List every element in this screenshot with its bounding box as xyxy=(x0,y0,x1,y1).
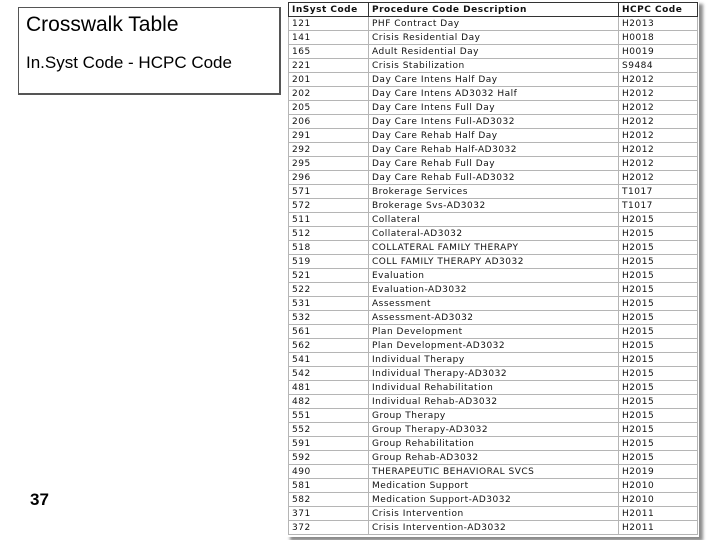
hcpc-code-cell: H2012 xyxy=(619,157,698,171)
description-cell: THERAPEUTIC BEHAVIORAL SVCS xyxy=(369,465,619,479)
table-row xyxy=(289,171,698,185)
insyst-code-cell: 221 xyxy=(289,59,369,73)
column-header-insyst-code: InSyst Code xyxy=(289,3,369,17)
insyst-code-cell: 201 xyxy=(289,73,369,87)
column-header-description: Procedure Code Description xyxy=(369,3,619,17)
table-row xyxy=(289,143,698,157)
description-cell: Brokerage Services xyxy=(369,185,619,199)
insyst-code-cell: 542 xyxy=(289,367,369,381)
insyst-code-cell: 581 xyxy=(289,479,369,493)
hcpc-code-cell: H0019 xyxy=(619,45,698,59)
insyst-code-cell: 481 xyxy=(289,381,369,395)
insyst-code-cell: 519 xyxy=(289,255,369,269)
hcpc-code-cell: H2015 xyxy=(619,367,698,381)
page-number: 37 xyxy=(30,490,49,509)
description-cell: Assessment xyxy=(369,297,619,311)
description-cell: Adult Residential Day xyxy=(369,45,619,59)
table-row xyxy=(289,451,698,465)
table-row xyxy=(289,199,698,213)
hcpc-code-cell: H2011 xyxy=(619,521,698,535)
description-cell: Day Care Rehab Half-AD3032 xyxy=(369,143,619,157)
hcpc-code-cell: H2015 xyxy=(619,255,698,269)
table-row xyxy=(289,297,698,311)
table-row xyxy=(289,59,698,73)
hcpc-code-cell: H2010 xyxy=(619,493,698,507)
insyst-code-cell: 518 xyxy=(289,241,369,255)
insyst-code-cell: 551 xyxy=(289,409,369,423)
hcpc-code-cell: H2012 xyxy=(619,115,698,129)
description-cell: Individual Therapy xyxy=(369,353,619,367)
crosswalk-table xyxy=(288,2,698,535)
table-row xyxy=(289,31,698,45)
insyst-code-cell: 292 xyxy=(289,143,369,157)
table-row xyxy=(289,283,698,297)
hcpc-code-cell: H2015 xyxy=(619,395,698,409)
description-cell: Group Rehabilitation xyxy=(369,437,619,451)
hcpc-code-cell: H2019 xyxy=(619,465,698,479)
description-cell: Day Care Rehab Full Day xyxy=(369,157,619,171)
hcpc-code-cell: H2015 xyxy=(619,241,698,255)
hcpc-code-cell: H2015 xyxy=(619,325,698,339)
description-cell: Individual Rehab-AD3032 xyxy=(369,395,619,409)
table-row xyxy=(289,73,698,87)
hcpc-code-cell: H2015 xyxy=(619,269,698,283)
insyst-code-cell: 205 xyxy=(289,101,369,115)
table-row xyxy=(289,185,698,199)
insyst-code-cell: 561 xyxy=(289,325,369,339)
description-cell: Medication Support xyxy=(369,479,619,493)
table-row xyxy=(289,479,698,493)
table-row xyxy=(289,493,698,507)
hcpc-code-cell: H2015 xyxy=(619,423,698,437)
hcpc-code-cell: H2015 xyxy=(619,311,698,325)
table-row xyxy=(289,45,698,59)
table-row xyxy=(289,381,698,395)
description-cell: Day Care Rehab Full-AD3032 xyxy=(369,171,619,185)
table-row xyxy=(289,423,698,437)
hcpc-code-cell: H2015 xyxy=(619,339,698,353)
title-box xyxy=(18,7,281,95)
table-row xyxy=(289,521,698,535)
insyst-code-cell: 521 xyxy=(289,269,369,283)
table-row xyxy=(289,465,698,479)
description-cell: Group Therapy xyxy=(369,409,619,423)
table-row xyxy=(289,311,698,325)
insyst-code-cell: 591 xyxy=(289,437,369,451)
table-row xyxy=(289,339,698,353)
hcpc-code-cell: H0018 xyxy=(619,31,698,45)
description-cell: Group Rehab-AD3032 xyxy=(369,451,619,465)
insyst-code-cell: 562 xyxy=(289,339,369,353)
table-row xyxy=(289,325,698,339)
description-cell: Day Care Intens Full Day xyxy=(369,101,619,115)
hcpc-code-cell: H2011 xyxy=(619,507,698,521)
insyst-code-cell: 482 xyxy=(289,395,369,409)
table-row xyxy=(289,213,698,227)
table-row xyxy=(289,157,698,171)
table-row xyxy=(289,437,698,451)
description-cell: Assessment-AD3032 xyxy=(369,311,619,325)
description-cell: Day Care Intens Half Day xyxy=(369,73,619,87)
hcpc-code-cell: H2015 xyxy=(619,381,698,395)
description-cell: Plan Development-AD3032 xyxy=(369,339,619,353)
insyst-code-cell: 552 xyxy=(289,423,369,437)
hcpc-code-cell: H2012 xyxy=(619,101,698,115)
hcpc-code-cell: H2012 xyxy=(619,87,698,101)
table-row xyxy=(289,269,698,283)
column-header-hcpc-code: HCPC Code xyxy=(619,3,698,17)
hcpc-code-cell: H2015 xyxy=(619,227,698,241)
hcpc-code-cell: H2013 xyxy=(619,17,698,31)
description-cell: Crisis Stabilization xyxy=(369,59,619,73)
insyst-code-cell: 371 xyxy=(289,507,369,521)
description-cell: Crisis Intervention xyxy=(369,507,619,521)
table-header-row xyxy=(289,3,698,17)
description-cell: COLL FAMILY THERAPY AD3032 xyxy=(369,255,619,269)
table-row xyxy=(289,507,698,521)
hcpc-code-cell: H2012 xyxy=(619,171,698,185)
description-cell: Day Care Intens Full-AD3032 xyxy=(369,115,619,129)
table-body xyxy=(289,17,698,535)
description-cell: Collateral-AD3032 xyxy=(369,227,619,241)
insyst-code-cell: 531 xyxy=(289,297,369,311)
page-title: Crosswalk Table xyxy=(26,13,179,36)
table-row xyxy=(289,101,698,115)
description-cell: Brokerage Svs-AD3032 xyxy=(369,199,619,213)
description-cell: Evaluation-AD3032 xyxy=(369,283,619,297)
description-cell: Plan Development xyxy=(369,325,619,339)
table-row xyxy=(289,87,698,101)
hcpc-code-cell: H2012 xyxy=(619,143,698,157)
description-cell: Collateral xyxy=(369,213,619,227)
insyst-code-cell: 372 xyxy=(289,521,369,535)
hcpc-code-cell: H2015 xyxy=(619,437,698,451)
description-cell: Day Care Intens AD3032 Half xyxy=(369,87,619,101)
insyst-code-cell: 572 xyxy=(289,199,369,213)
hcpc-code-cell: H2012 xyxy=(619,129,698,143)
insyst-code-cell: 582 xyxy=(289,493,369,507)
hcpc-code-cell: H2012 xyxy=(619,73,698,87)
insyst-code-cell: 291 xyxy=(289,129,369,143)
hcpc-code-cell: S9484 xyxy=(619,59,698,73)
description-cell: Medication Support-AD3032 xyxy=(369,493,619,507)
table-row xyxy=(289,409,698,423)
table-row xyxy=(289,353,698,367)
hcpc-code-cell: H2015 xyxy=(619,409,698,423)
table-row xyxy=(289,241,698,255)
insyst-code-cell: 490 xyxy=(289,465,369,479)
table-row xyxy=(289,17,698,31)
table-row xyxy=(289,367,698,381)
crosswalk-table-container xyxy=(286,0,699,537)
description-cell: PHF Contract Day xyxy=(369,17,619,31)
insyst-code-cell: 512 xyxy=(289,227,369,241)
table-row xyxy=(289,255,698,269)
hcpc-code-cell: H2015 xyxy=(619,283,698,297)
description-cell: Individual Rehabilitation xyxy=(369,381,619,395)
hcpc-code-cell: H2015 xyxy=(619,451,698,465)
insyst-code-cell: 541 xyxy=(289,353,369,367)
insyst-code-cell: 571 xyxy=(289,185,369,199)
table-row xyxy=(289,395,698,409)
hcpc-code-cell: H2015 xyxy=(619,297,698,311)
table-row xyxy=(289,115,698,129)
description-cell: Crisis Intervention-AD3032 xyxy=(369,521,619,535)
insyst-code-cell: 592 xyxy=(289,451,369,465)
table-row xyxy=(289,227,698,241)
page-subtitle: In.Syst Code - HCPC Code xyxy=(26,53,232,72)
hcpc-code-cell: H2010 xyxy=(619,479,698,493)
description-cell: Day Care Rehab Half Day xyxy=(369,129,619,143)
description-cell: COLLATERAL FAMILY THERAPY xyxy=(369,241,619,255)
insyst-code-cell: 296 xyxy=(289,171,369,185)
insyst-code-cell: 141 xyxy=(289,31,369,45)
insyst-code-cell: 121 xyxy=(289,17,369,31)
insyst-code-cell: 202 xyxy=(289,87,369,101)
description-cell: Crisis Residential Day xyxy=(369,31,619,45)
insyst-code-cell: 532 xyxy=(289,311,369,325)
description-cell: Individual Therapy-AD3032 xyxy=(369,367,619,381)
insyst-code-cell: 165 xyxy=(289,45,369,59)
hcpc-code-cell: H2015 xyxy=(619,353,698,367)
description-cell: Group Therapy-AD3032 xyxy=(369,423,619,437)
insyst-code-cell: 295 xyxy=(289,157,369,171)
description-cell: Evaluation xyxy=(369,269,619,283)
insyst-code-cell: 206 xyxy=(289,115,369,129)
insyst-code-cell: 511 xyxy=(289,213,369,227)
insyst-code-cell: 522 xyxy=(289,283,369,297)
hcpc-code-cell: H2015 xyxy=(619,213,698,227)
table-row xyxy=(289,129,698,143)
hcpc-code-cell: T1017 xyxy=(619,185,698,199)
hcpc-code-cell: T1017 xyxy=(619,199,698,213)
